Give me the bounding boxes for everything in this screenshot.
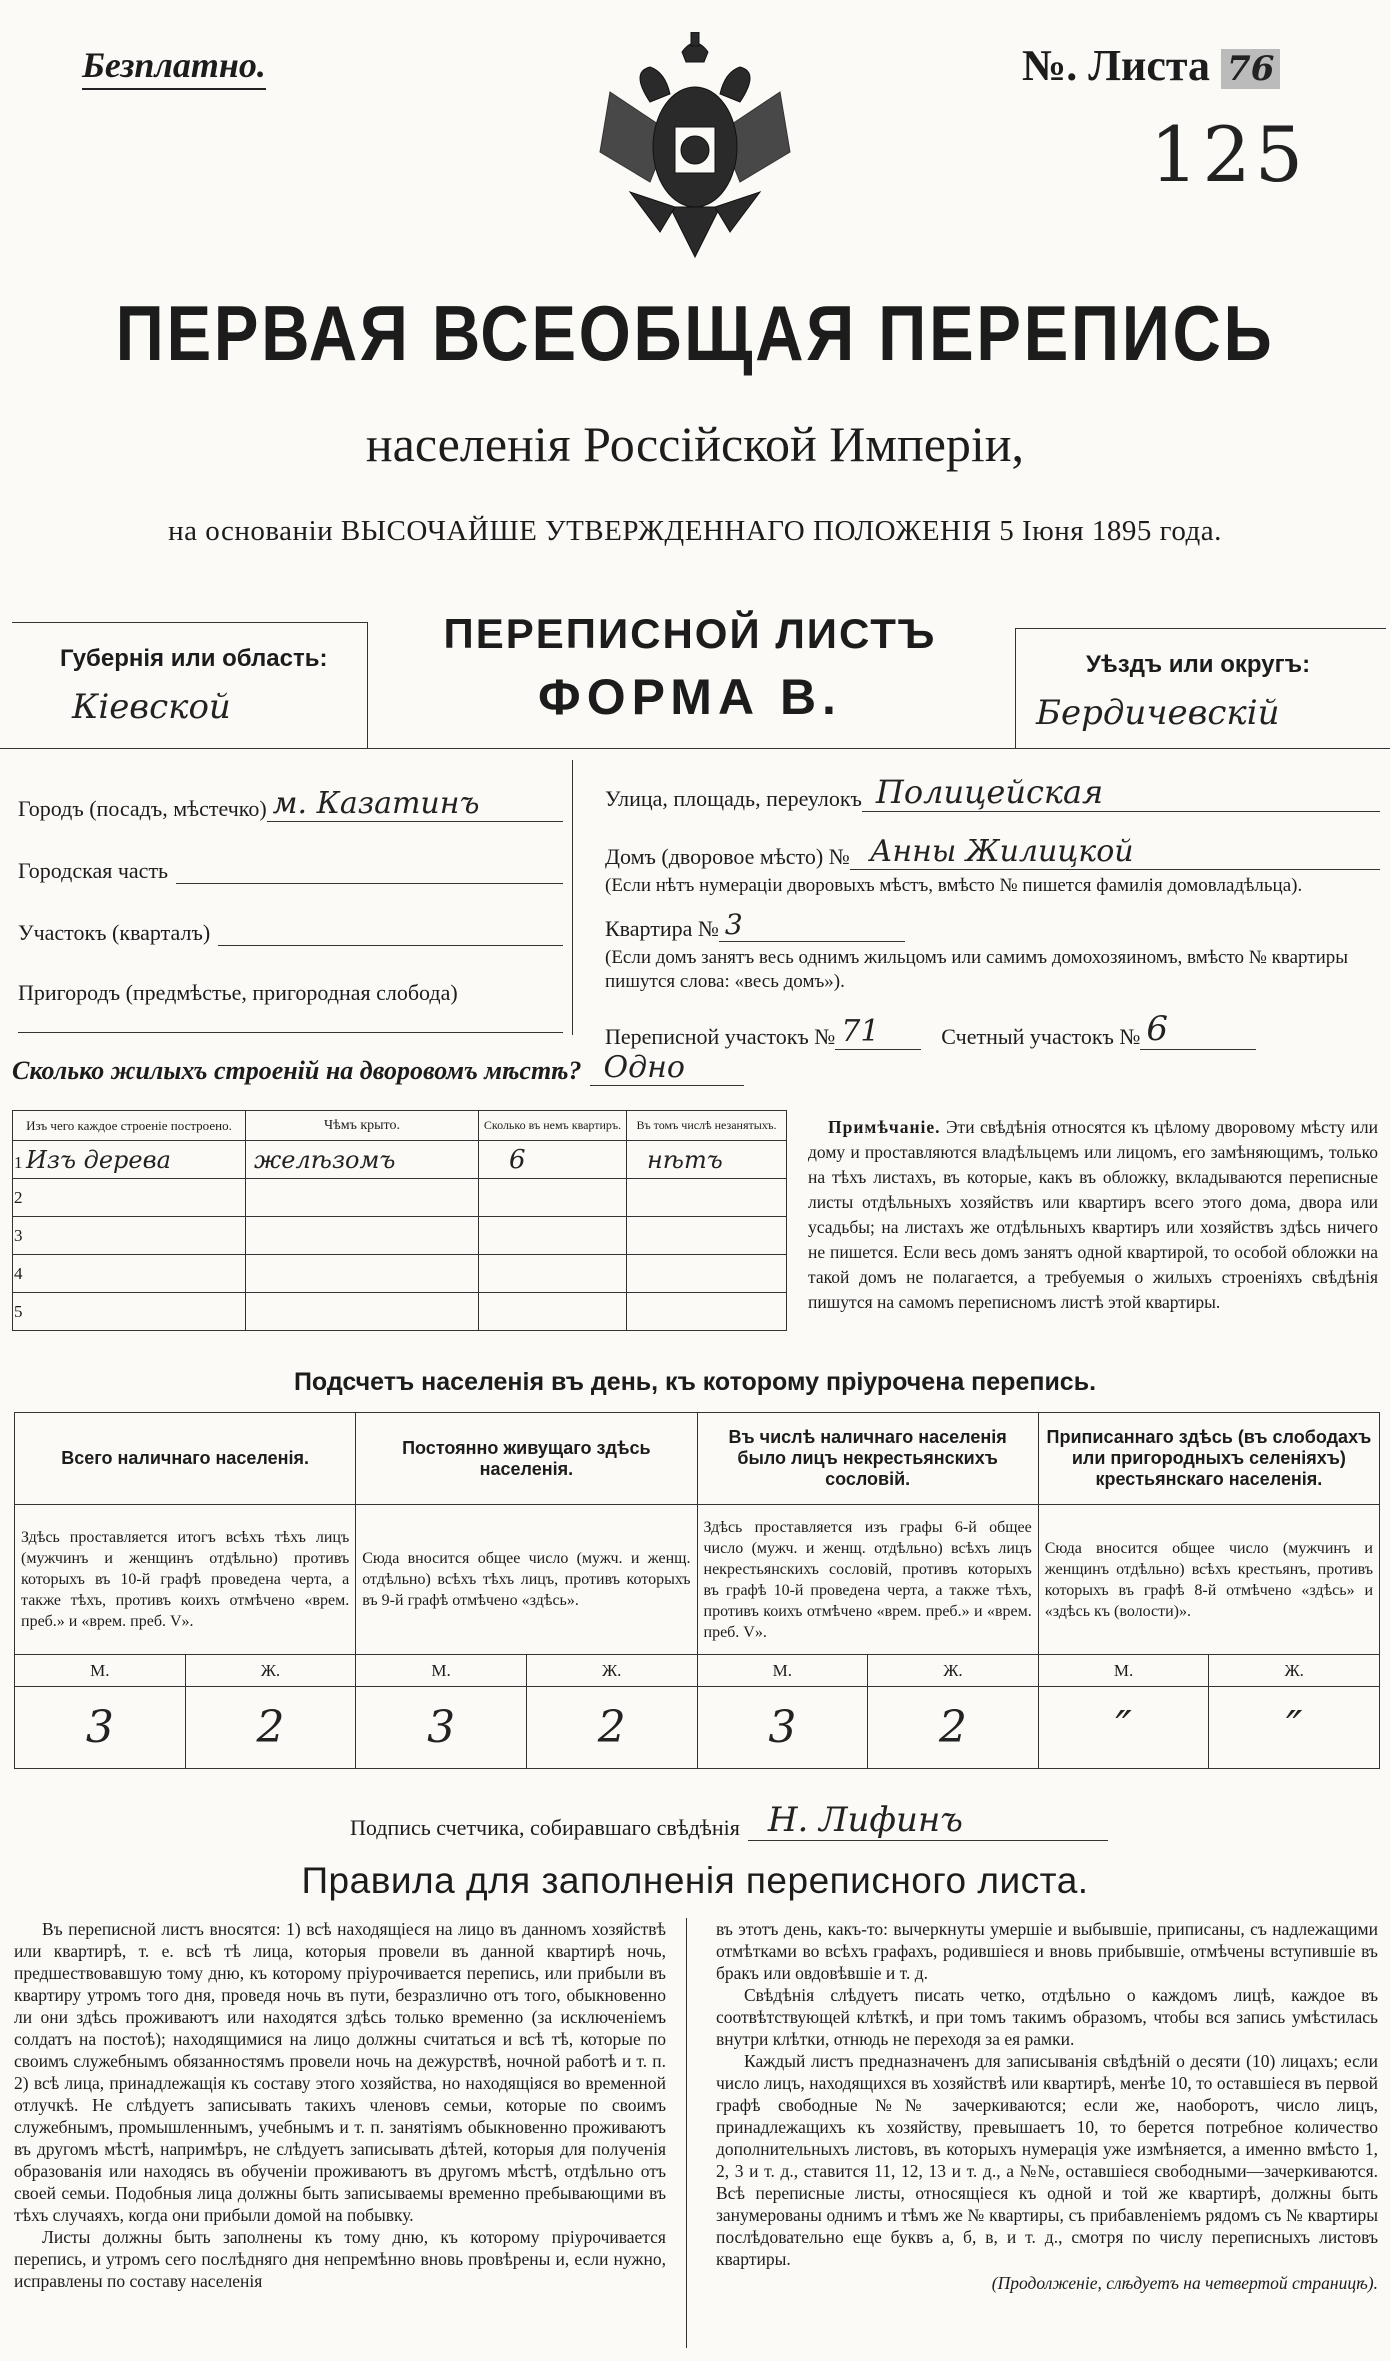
- rules-right-para-1: въ этотъ день, какъ-то: вычеркнуты умершіе и выбывшіе, приписаны, съ надлежащими отмѣтками во всѣхъ графахъ, родившіеся и вновь прибывшіе, отмѣчены вступившіе въ бракъ или овдовѣвшіе и т. д.: [716, 1919, 1378, 1983]
- table-row: [13, 1179, 787, 1217]
- precinct-label: Участокъ (кварталъ): [18, 920, 211, 945]
- sheet-number-2: 125: [1150, 110, 1308, 199]
- rules-right-para-2: Свѣдѣнія слѣдуетъ писать четко, отдѣльно о каждомъ лицѣ, каждое въ соотвѣтствующей клѣткѣ, и при томъ такимъ образомъ, чтобы вся запись умѣстилась внутри клѣтки, отнюдь не переходя за ея рамки.: [716, 1985, 1378, 2049]
- uezd-label: Уѣздъ или округъ:: [1086, 651, 1311, 678]
- note-text: Эти свѣдѣнія относятся къ цѣлому дворовому мѣсту или дому и проставляются владѣльцемъ или лицомъ, его замѣняющимъ, только на тѣхъ листахъ, въ которые, какъ въ обложку, вкладываются переписные листы отдѣльныхъ хозяйствъ или квартиръ всего этого дома, двора или усадьбы; на листахъ же отдѣльныхъ квартиръ или хозяйствъ здѣсь ничего не пишется. Если весь домъ занятъ одной квартирой, то особой обложки на такой домъ не полагается, а требуемыя о жилыхъ строеніяхъ свѣдѣнія пишутся на самомъ переписномъ листѣ этой квартиры.: [808, 1117, 1379, 1312]
- count-label: Счетный участокъ №: [941, 1024, 1141, 1049]
- suburb-label: Пригородъ (предмѣстье, пригородная слобода): [18, 980, 458, 1005]
- building-material: [13, 1179, 246, 1217]
- free-label-text: Безплатно.: [82, 45, 266, 85]
- population-col-peasant: Приписаннаго здѣсь (въ слободахъ или пригородныхъ селеніяхъ) крестьянскаго населенія.: [1038, 1413, 1379, 1505]
- right-fields: [605, 762, 1380, 1050]
- uezd-value: Бердичевскій: [1036, 693, 1280, 733]
- house-value: Анны Жилицкой: [850, 834, 1380, 870]
- female-label: Ж.: [868, 1655, 1039, 1687]
- empty-value: нѣтъ: [627, 1141, 787, 1179]
- table-row: [13, 1217, 787, 1255]
- peasant-female-value: ″: [1209, 1687, 1380, 1769]
- gubernia-label: Губернія или область:: [60, 645, 328, 672]
- count-value: 6: [1140, 1009, 1256, 1050]
- apts-value: [479, 1179, 627, 1217]
- permanent-female-value: 2: [526, 1687, 697, 1769]
- house-label: Домъ (дворовое мѣсто) №: [605, 844, 850, 869]
- rules-continuation: (Продолженіе, слѣдуетъ на четвертой страницѣ).: [991, 2273, 1378, 2293]
- row-number: 1: [14, 1152, 23, 1172]
- male-label: М.: [356, 1655, 527, 1687]
- uezd-box: [1015, 628, 1386, 749]
- district-value: [176, 855, 563, 884]
- roof-value: [246, 1293, 479, 1331]
- empty-value: [627, 1293, 787, 1331]
- suburb-value: [18, 1006, 563, 1033]
- nonpeasant-male-value: 3: [697, 1687, 868, 1769]
- signature-label: Подпись счетчика, собиравшаго свѣдѣнія: [350, 1815, 740, 1840]
- buildings-header-row: [13, 1111, 787, 1141]
- population-desc-row: [15, 1505, 1380, 1655]
- divider-top: [0, 748, 1390, 749]
- roof-value: [246, 1179, 479, 1217]
- main-title: ПЕРВАЯ ВСЕОБЩАЯ ПЕРЕПИСЬ: [115, 289, 1275, 377]
- roof-value: [246, 1217, 479, 1255]
- buildings-header-roof: Чѣмъ крыто.: [246, 1111, 479, 1141]
- peasant-male-value: ″: [1038, 1687, 1209, 1769]
- street-value: Полицейская: [862, 773, 1380, 812]
- row-number: 4: [14, 1263, 23, 1283]
- apts-value: [479, 1217, 627, 1255]
- female-label: Ж.: [185, 1655, 356, 1687]
- apt-label: Квартира №: [605, 916, 719, 941]
- population-title: Подсчетъ населенія въ день, къ которому пріурочена перепись.: [293, 1368, 1097, 1396]
- free-label: [82, 44, 266, 90]
- street-field: [605, 762, 1380, 812]
- apts-value: [479, 1255, 627, 1293]
- table-row: [13, 1255, 787, 1293]
- sheet-label: №. Листа: [1022, 41, 1211, 90]
- row-number: 2: [14, 1187, 23, 1207]
- population-desc-total: Здѣсь проставляется итогъ всѣхъ тѣхъ лицъ (мужчинъ и женщинъ отдѣльно) противъ которыхъ въ 10-й графѣ проведена черта, а также тѣхъ, противъ коихъ отмѣчено «врем. преб.» и «врем. преб. V».: [15, 1505, 356, 1655]
- apt-value: 3: [719, 908, 905, 942]
- apts-value: 6: [479, 1141, 627, 1179]
- sheet-number: [1022, 40, 1280, 91]
- buildings-header-empty: Въ томъ числѣ незанятыхъ.: [627, 1111, 787, 1141]
- house-note: (Если нѣтъ нумераціи дворовыхъ мѣстъ, вмѣсто № пишется фамилія домовладѣльца).: [605, 875, 1303, 896]
- apt-note: (Если домъ занятъ весь однимъ жильцомъ или самимъ домохозяиномъ, вмѣсто № квартиры пишутся слова: «весь домъ»).: [605, 947, 1349, 992]
- roof-value: желѣзомъ: [246, 1141, 479, 1179]
- precinct-field: [18, 884, 563, 946]
- empty-value: [627, 1179, 787, 1217]
- male-label: М.: [697, 1655, 868, 1687]
- center-form: ФОРМА В.: [538, 669, 842, 725]
- female-label: Ж.: [1209, 1655, 1380, 1687]
- total-male-value: 3: [15, 1687, 186, 1769]
- population-desc-permanent: Сюда вносится общее число (мужч. и женщ. отдѣльно) всѣхъ тѣхъ лицъ, противъ которыхъ въ 9-й графѣ отмѣчено «здѣсь».: [356, 1505, 697, 1655]
- table-row: [13, 1141, 787, 1179]
- population-mf-row: [15, 1655, 1380, 1687]
- population-desc-peasant: Сюда вносится общее число (мужчинъ и женщинъ отдѣльно) всѣхъ крестьянъ, противъ которыхъ въ графѣ 8-й отмѣчено «здѣсь» и «здѣсь къ (волости)».: [1038, 1505, 1379, 1655]
- building-material: [13, 1255, 246, 1293]
- center-title-main: ПЕРЕПИСНОЙ ЛИСТЪ: [443, 610, 937, 657]
- gubernia-box: [12, 622, 368, 748]
- permanent-male-value: 3: [356, 1687, 527, 1769]
- district-field: [18, 822, 563, 884]
- city-value: м. Казатинъ: [267, 786, 563, 822]
- empty-value: [627, 1217, 787, 1255]
- nonpeasant-female-value: 2: [868, 1687, 1039, 1769]
- imperial-eagle-icon: [590, 32, 800, 262]
- rules-left-para-1: Въ переписной листъ вносятся: 1) всѣ находящіеся на лицо въ данномъ хозяйствѣ или квартирѣ, т. е. всѣ тѣ лица, которыя провели въ данной квартирѣ ночь, предшествовавшую тому дню, къ которому пріурочивается перепись, или прибыли въ квартиру утромъ того дня, проведя ночь въ пути, безразлично отъ того, обыкновенно ли они здѣсь проживаютъ или находятся здѣсь только временно (за исключеніемъ солдатъ на постоѣ); находящимися на лицо должны считаться и всѣ тѣ, которые по своимъ служебнымъ обязанностямъ провели ночь на дежурствѣ, ночной работѣ и т. п. 2) всѣ лица, принадлежащія къ составу этого хозяйства, но находящіяся во временной отлучкѣ. Не слѣдуетъ записывать такихъ членовъ семьи, которые по своимъ служебнымъ, промышленнымъ, учебнымъ и т. п. занятіямъ обыкновенно проживаютъ въ другомъ мѣстѣ, напримѣръ, не слѣдуетъ записывать дѣтей, которыя для полученія образованія или находясь въ обученіи проживаютъ въ другомъ мѣстѣ, отдѣльно отъ своей семьи. Подобныя лица должны быть записываемы временно пребывающими въ тѣхъ случаяхъ, когда они прибыли домой на побывку.: [14, 1919, 666, 2225]
- male-label: М.: [15, 1655, 186, 1687]
- buildings-question-text: Сколько жилыхъ строеній на дворовомъ мѣстѣ?: [12, 1056, 582, 1085]
- signature-value: Н. Лифинъ: [748, 1800, 1108, 1841]
- population-col-total: Всего наличнаго населенія.: [15, 1413, 356, 1505]
- apt-field: [605, 898, 905, 942]
- table-row: [13, 1293, 787, 1331]
- signature-line: [350, 1800, 1108, 1841]
- rules-divider: [686, 1918, 687, 2348]
- rules-right-column: [716, 1918, 1378, 2294]
- building-material: [13, 1141, 246, 1179]
- precinct-value: [218, 917, 563, 946]
- building-material: [13, 1217, 246, 1255]
- population-col-nonpeasant: Въ числѣ наличнаго населенія было лицъ некрестьянскихъ сословій.: [697, 1413, 1038, 1505]
- census-label: Переписной участокъ №: [605, 1024, 836, 1049]
- sheet-number-hand: 76: [1221, 49, 1280, 89]
- apts-value: [479, 1293, 627, 1331]
- house-field: [605, 812, 1380, 870]
- note-block: [808, 1115, 1378, 1315]
- rules-left-column: [14, 1918, 666, 2292]
- subtitle: населенія Россійской Имперіи,: [365, 416, 1025, 472]
- street-label: Улица, площадь, переулокъ: [605, 786, 862, 811]
- rules-left-para-2: Листы должны быть заполнены къ тому дню, къ которому пріурочивается перепись, и утромъ сего послѣдняго дня непремѣнно вновь провѣрены и, если нужно, исправлены по составу населенія: [14, 2227, 666, 2291]
- material-value: Изъ дерева: [26, 1145, 171, 1174]
- city-field: [18, 760, 563, 822]
- basis-line: на основаніи ВЫСОЧАЙШЕ УТВЕРЖДЕННАГО ПОЛОЖЕНІЯ 5 Іюня 1895 года.: [168, 515, 1222, 547]
- rules-right-para-3: Каждый листъ предназначенъ для записыванія свѣдѣній о десяти (10) лицахъ; если число лицъ, находящихся въ хозяйствѣ или квартирѣ, менѣе 10, то оставшіеся въ первой графѣ свободные №№ зачеркиваются; если же, наоборотъ, число лицъ, принадлежащихъ къ хозяйству, превышаетъ 10, то берется потребное количество дополнительныхъ листовъ, въ которыхъ нумерація уже измѣняется, а именно вмѣсто 1, 2, 3 и т. д., ставится 11, 12, 13 и т. д., а №№, оставшіеся свободными—зачеркиваются. Всѣ переписные листы, относящіеся къ одной и той же квартирѣ, должны быть занумерованы однимъ и тѣмъ же № квартиры, съ прибавленіемъ рядомъ съ № квартиры послѣдовательно еще буквъ а, б, в, и т. д., смотря по числу переписныхъ листовъ квартиры.: [716, 2051, 1378, 2269]
- population-values-row: [15, 1687, 1380, 1769]
- buildings-table: [12, 1110, 787, 1331]
- suburb-field: [18, 946, 563, 1036]
- population-desc-nonpeasant: Здѣсь проставляется изъ графы 6-й общее число (мужч. и женщ. отдѣльно) всѣхъ лицъ некрестьянскихъ сословій, противъ которыхъ въ графѣ 10-й проведена черта, а также тѣхъ, противъ коихъ отмѣчено «врем. преб.» и «врем. преб. V».: [697, 1505, 1038, 1655]
- population-header-row: [15, 1413, 1380, 1505]
- male-label: М.: [1038, 1655, 1209, 1687]
- row-number: 5: [14, 1301, 23, 1321]
- buildings-header-apts: Сколько въ немъ квартиръ.: [479, 1111, 627, 1141]
- building-material: [13, 1293, 246, 1331]
- divider-vertical: [572, 760, 573, 1035]
- note-title: Примѣчаніе.: [828, 1117, 941, 1137]
- gubernia-value: Кіевской: [72, 687, 231, 727]
- empty-value: [627, 1255, 787, 1293]
- buildings-question: [12, 1050, 744, 1086]
- row-number: 3: [14, 1225, 23, 1245]
- total-female-value: 2: [185, 1687, 356, 1769]
- left-fields: [18, 760, 563, 1036]
- roof-value: [246, 1255, 479, 1293]
- population-col-permanent: Постоянно живущаго здѣсь населенія.: [356, 1413, 697, 1505]
- census-fields: [605, 994, 1380, 1050]
- city-label: Городъ (посадъ, мѣстечко): [18, 796, 267, 821]
- rules-title: Правила для заполненія переписного листа.: [301, 1860, 1089, 1901]
- district-label: Городская часть: [18, 858, 169, 883]
- census-value: 71: [835, 1014, 921, 1050]
- center-title: [380, 610, 1000, 726]
- female-label: Ж.: [526, 1655, 697, 1687]
- population-table: [14, 1412, 1380, 1769]
- buildings-header-material: Изъ чего каждое строеніе построено.: [13, 1111, 246, 1141]
- buildings-answer: Одно: [590, 1050, 744, 1086]
